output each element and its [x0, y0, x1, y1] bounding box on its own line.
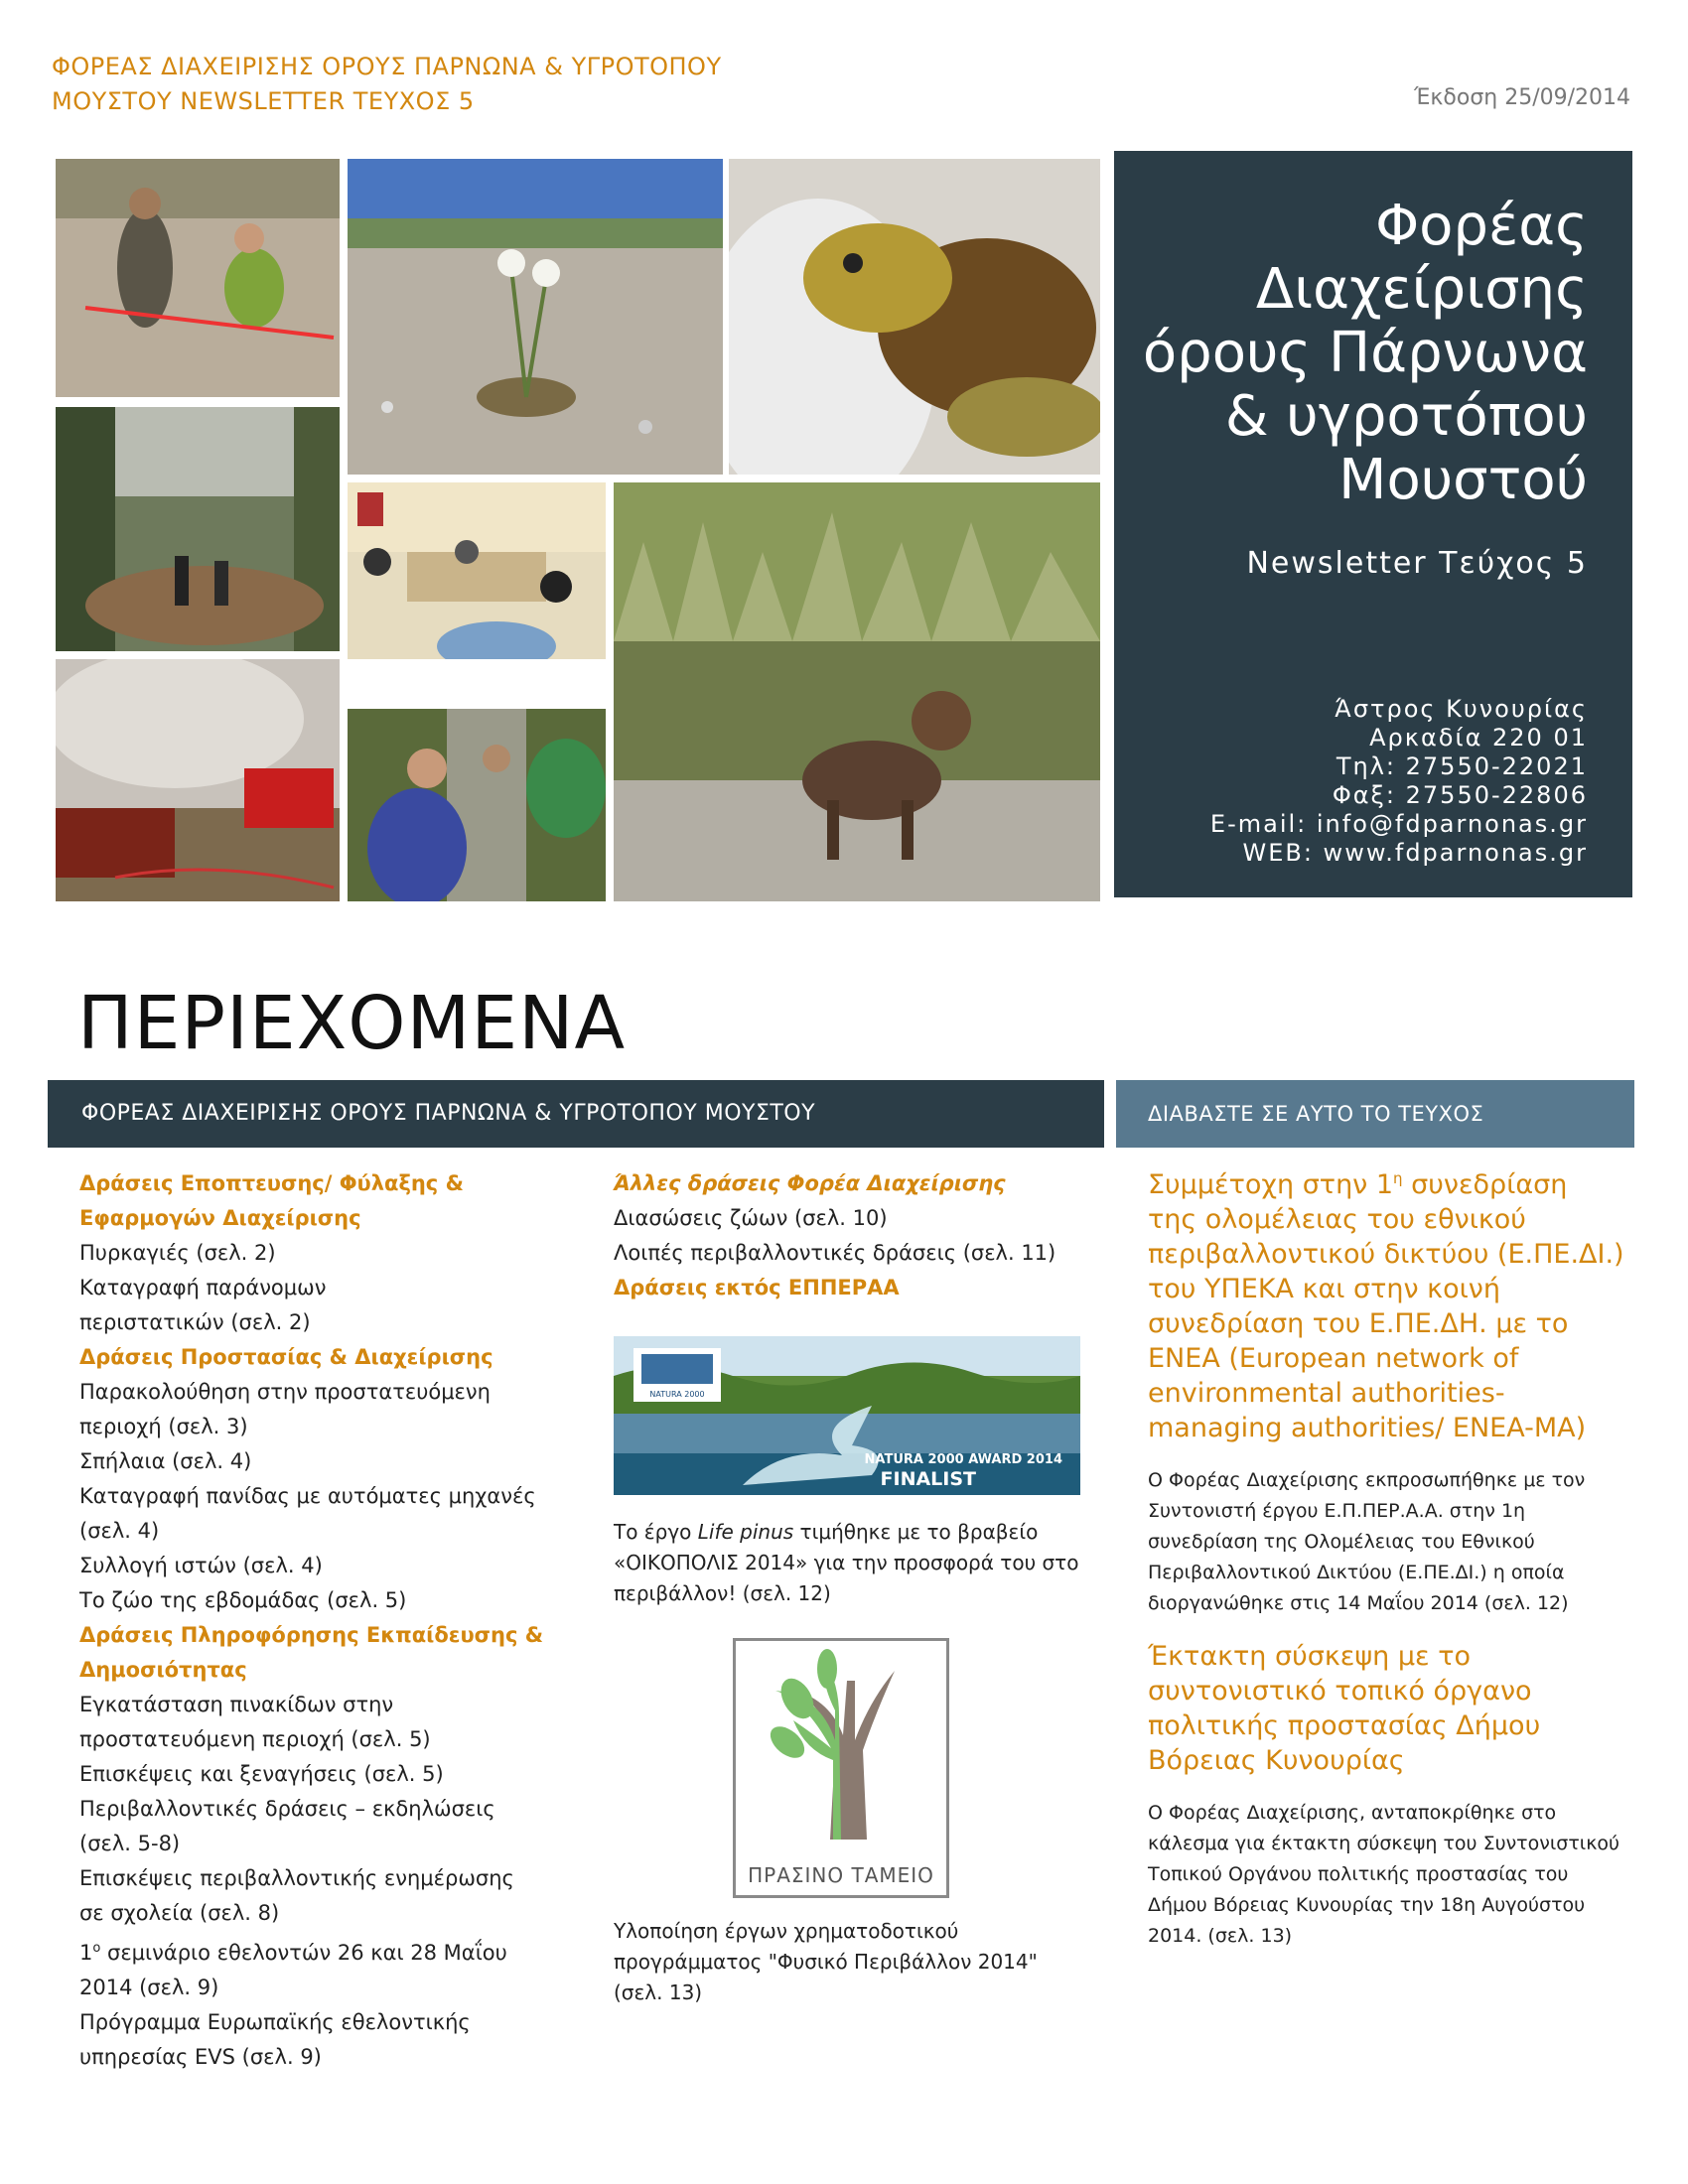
fax: Φαξ: 27550-22806: [1332, 781, 1588, 809]
list-item: Πρόγραμμα Ευρωπαϊκής εθελοντικής: [79, 2010, 471, 2034]
list-item: Επισκέψεις και ξεναγήσεις (σελ. 5): [79, 1762, 444, 1786]
section-heading: Δράσεις Εποπτευσης/ Φύλαξης &: [79, 1171, 464, 1195]
project-name: Life pinus: [697, 1520, 794, 1544]
text-fragment: τιμήθηκε με το βραβείο «ΟΙΚΟΠΟΛΙΣ 2014» για την προσφορά του στο περιβάλλον! (σελ. 12): [614, 1520, 1079, 1605]
in-this-issue-column: [1148, 1161, 1624, 1952]
title-box: [1114, 151, 1632, 897]
title-line-5: Μουστού: [1338, 448, 1588, 512]
natura-award-text: NATURA 2000 AWARD 2014: [864, 1452, 1062, 1467]
natura-logo-text: NATURA 2000: [649, 1390, 705, 1399]
web-link[interactable]: WEB: www.fdparnonas.gr: [1242, 839, 1588, 867]
green-fund-label: ΠΡΑΣΙΝΟ ΤΑΜΕΙΟ: [748, 1863, 934, 1887]
photo-cave-hikers: [348, 709, 606, 901]
organization-title: [1143, 195, 1588, 512]
heading-fragment: συνεδρίαση της ολομέλειας του εθνικού περιβαλλοντικού δικτύου (Ε.ΠΕ.ΔΙ.) του ΥΠΕΚΑ και στην κοινή συνεδρίαση του Ε.ΠΕ.ΔΗ. με το ΕΝΕΑ (European network of environmental authorities-managing authorities/ ENEA-MA): [1148, 1169, 1624, 1443]
list-item: Παρακολούθηση στην προστατευόμενη: [79, 1380, 491, 1404]
section-heading: Εφαρμογών Διαχείρισης: [79, 1206, 361, 1230]
ordinal-suffix: η: [1393, 1169, 1403, 1187]
section-heading: Άλλες δράσεις Φορέα Διαχείρισης: [614, 1171, 1006, 1195]
publisher-line-1: ΦΟΡΕΑΣ ΔΙΑΧΕΙΡΙΣΗΣ ΟΡΟΥΣ ΠΑΡΝΩΝΑ & ΥΓΡΟΤΟΠΟΥ: [52, 53, 722, 80]
section-bar-label: ΦΟΡΕΑΣ ΔΙΑΧΕΙΡΙΣΗΣ ΟΡΟΥΣ ΠΑΡΝΩΝΑ & ΥΓΡΟΤΟΠΟΥ ΜΟΥΣΤΟΥ: [81, 1101, 816, 1126]
title-line-2: Διαχείρισης: [1255, 257, 1588, 322]
green-fund-logo: [733, 1638, 949, 1898]
list-item: Καταγραφή πανίδας με αυτόματες μηχανές: [79, 1484, 536, 1508]
list-item: Εγκατάσταση πινακίδων στην: [79, 1693, 394, 1716]
address-line-1: Άστρος Κυνουρίας: [1335, 695, 1588, 723]
publisher-header: [52, 50, 786, 119]
edition-date: Έκδοση 25/09/2014: [1414, 85, 1630, 110]
photo-beach-workers: [56, 159, 340, 397]
article-heading: [1148, 1161, 1624, 1445]
phone: Τηλ: 27550-22021: [1336, 752, 1588, 780]
ordinal-number: 1: [79, 1941, 93, 1965]
list-item-text: σεμινάριο εθελοντών 26 και 28 Μαΐου: [100, 1941, 507, 1965]
address-line-2: Αρκαδία 220 01: [1369, 724, 1588, 751]
section-bar-organization: [48, 1080, 1104, 1148]
contents-title: ΠΕΡΙΕΧΟΜΕΝΑ: [77, 981, 627, 1066]
list-item: Πυρκαγιές (σελ. 2): [79, 1241, 276, 1265]
section-heading: Δράσεις εκτός ΕΠΠΕΡΑΑ: [614, 1276, 900, 1299]
photo-jackal-pup: [614, 482, 1100, 901]
list-item: Επισκέψεις περιβαλλοντικής ενημέρωσης: [79, 1866, 514, 1890]
photo-meeting-room: [348, 482, 606, 659]
list-item: (σελ. 4): [79, 1519, 160, 1543]
section-heading: Δημοσιότητας: [79, 1658, 247, 1682]
newsletter-issue: Newsletter Τεύχος 5: [1246, 546, 1588, 581]
contents-column-1: [79, 1166, 556, 2075]
list-item: Διασώσεις ζώων (σελ. 10): [614, 1206, 888, 1230]
list-item: (σελ. 5-8): [79, 1832, 181, 1855]
title-line-3: όρους Πάρνωνα: [1142, 321, 1588, 385]
life-pinus-text: [614, 1517, 1080, 1609]
photo-sea-turtle: [729, 159, 1100, 475]
list-item: Σπήλαια (σελ. 4): [79, 1449, 252, 1473]
natura-finalist-text: FINALIST: [880, 1468, 976, 1490]
program-text: Υλοποίηση έργων χρηματοδοτικού προγράμματος "Φυσικό Περιβάλλον 2014" (σελ. 13): [614, 1919, 1038, 2004]
article-summary: Ο Φορέας Διαχείρισης, ανταποκρίθηκε στο κάλεσμα για έκτακτη σύσκεψη του Συντονιστικού Τοπικού Οργάνου πολιτικής προστασίας του Δήμου Βόρειας Κυνουρίας την 18η Αυγούστου 2014. (σελ. 13): [1148, 1802, 1620, 1947]
list-item: υπηρεσίας EVS (σελ. 9): [79, 2045, 322, 2069]
list-item: σε σχολεία (σελ. 8): [79, 1901, 280, 1925]
list-item: προστατευόμενη περιοχή (σελ. 5): [79, 1727, 431, 1751]
section-bar-in-this-issue: [1116, 1080, 1634, 1148]
ordinal-suffix: ο: [92, 1941, 101, 1956]
section-bar-label: ΔΙΑΒΑΣΤΕ ΣΕ ΑΥΤΟ ΤΟ ΤΕΥΧΟΣ: [1148, 1102, 1484, 1126]
list-item: Το ζώο της εβδομάδας (σελ. 5): [79, 1588, 407, 1612]
list-item: Καταγραφή παράνομων: [79, 1276, 327, 1299]
list-item: Περιβαλλοντικές δράσεις – εκδηλώσεις: [79, 1797, 495, 1821]
photo-fire-truck: [56, 659, 340, 901]
email-link[interactable]: E-mail: info@fdparnonas.gr: [1209, 810, 1588, 838]
natura-award-banner: [614, 1336, 1080, 1495]
list-item: [79, 1931, 556, 1971]
list-item: 2014 (σελ. 9): [79, 1976, 219, 1999]
photo-firefighting: [56, 407, 340, 651]
list-item: περιοχή (σελ. 3): [79, 1415, 248, 1438]
list-item: Λοιπές περιβαλλοντικές δράσεις (σελ. 11): [614, 1241, 1056, 1265]
heading-fragment: Συμμέτοχη στην 1: [1148, 1169, 1394, 1200]
text-fragment: Το έργο: [614, 1520, 698, 1544]
publisher-line-2: ΜΟΥΣΤΟΥ NEWSLETTER ΤΕΥΧΟΣ 5: [52, 87, 475, 115]
contact-info: [1210, 695, 1588, 868]
article-summary: Ο Φορέας Διαχείρισης εκπροσωπήθηκε με τον Συντονιστή έργου Ε.Π.ΠΕΡ.Α.Α. στην 1η συνεδρίαση της Ολομέλειας του Εθνικού Περιβαλλοντικού Δικτύου (Ε.ΠΕ.ΔΙ.) η οποία διοργανώθηκε στις 14 Μαΐου 2014 (σελ. 12): [1148, 1469, 1586, 1614]
title-line-4: & υγροτόπου: [1224, 384, 1588, 449]
list-item: περιστατικών (σελ. 2): [79, 1310, 311, 1334]
photo-sea-daffodil: [348, 159, 723, 475]
section-heading: Δράσεις Προστασίας & Διαχείρισης: [79, 1345, 493, 1369]
list-item: Συλλογή ιστών (σελ. 4): [79, 1554, 323, 1577]
section-heading: Δράσεις Πληροφόρησης Εκπαίδευσης &: [79, 1623, 544, 1647]
title-line-1: Φορέας: [1375, 194, 1588, 258]
article-heading: Έκτακτη σύσκεψη με το συντονιστικό τοπικό όργανο πολιτικής προστασίας Δήμου Βόρειας Κυνουρίας: [1148, 1641, 1541, 1776]
contents-column-2: [614, 1166, 1080, 1305]
